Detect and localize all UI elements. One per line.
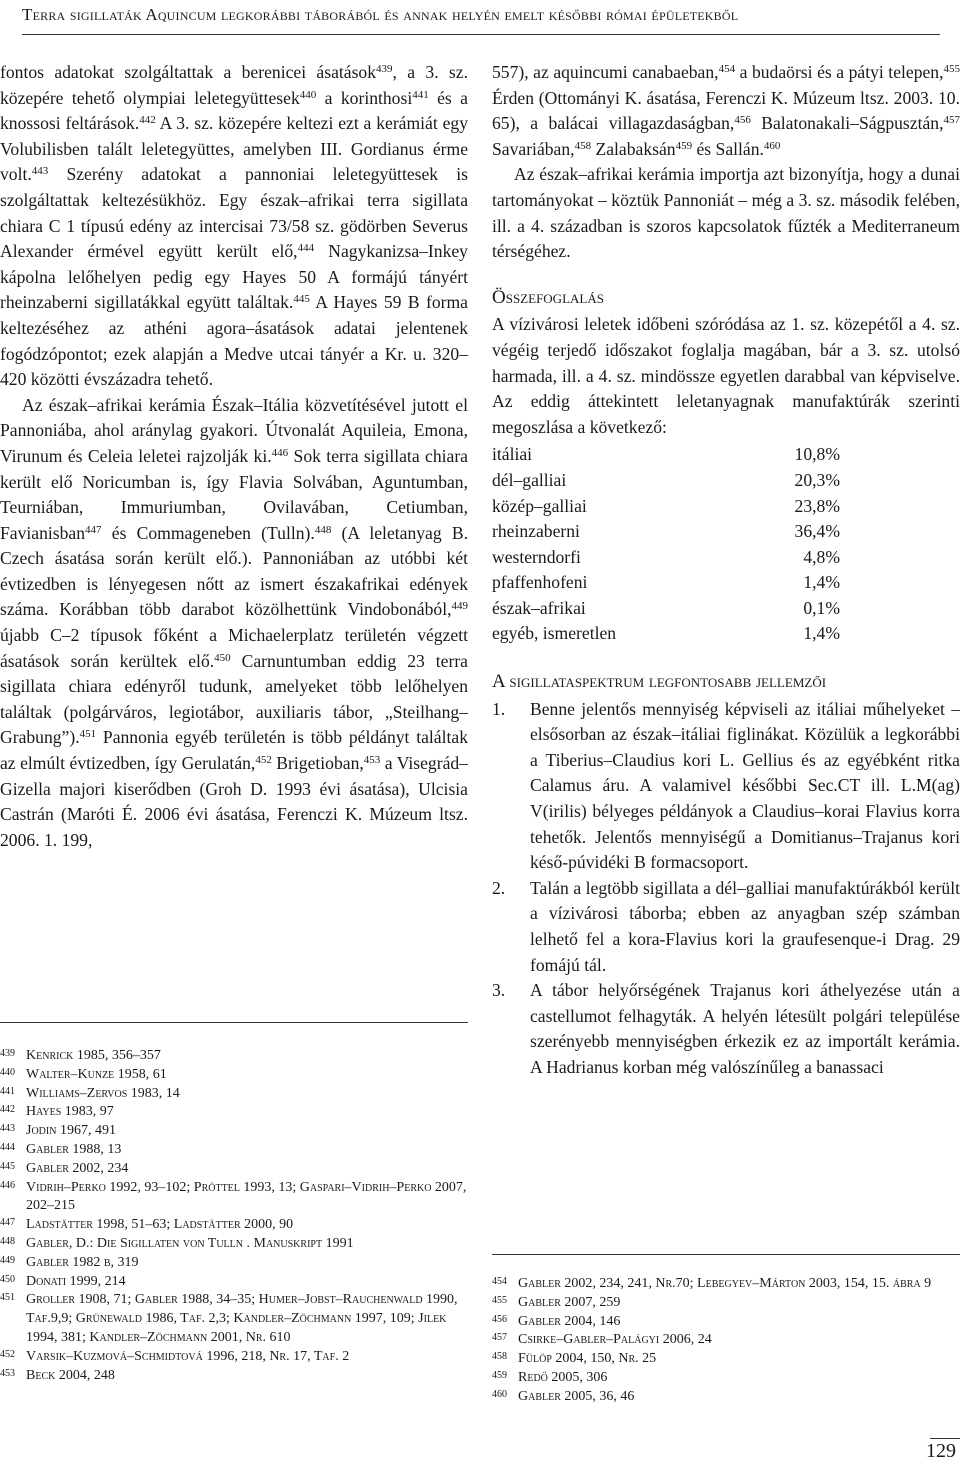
footnote-text: Beck 2004, 248 [26, 1367, 115, 1383]
footnote-text: Varsik–Kuzmová–Schmidtová 1996, 218, Nr. 17, Taf. 2 [26, 1348, 350, 1364]
share-label: dél–galliai [492, 469, 567, 490]
footnote-ref: 449 [451, 600, 468, 613]
footnote-number: 460 [492, 1388, 507, 1400]
share-row [492, 519, 960, 545]
footnote [0, 1047, 468, 1066]
footnote-ref: 455 [943, 63, 960, 75]
list-number: 3. [492, 980, 506, 1001]
footnote-text: Csirke–Gabler–Palágyi 2006, 24 [518, 1332, 712, 1348]
share-row [492, 570, 960, 596]
footnote [0, 1085, 468, 1104]
right-paragraph-3: A vízivárosi leletek időbeni szóródása az 1. sz. közepétől a 4. sz. végéig terjedő időszakot foglalja magában, bár a 3. sz. utolsó harmada, ill. a 4. sz. mindössze egyetlen darabbal van képviselve. Az eddig áttekintett leletanyagnak manufaktúrák szerinti megoszlása a következő: [492, 314, 960, 437]
footnotes-left [0, 1047, 468, 1385]
footnote-text: Williams–Zervos 1983, 14 [26, 1085, 180, 1101]
footnote [492, 1350, 960, 1369]
share-row [492, 468, 960, 494]
footnote [0, 1273, 468, 1292]
footnote-number: 441 [0, 1085, 15, 1097]
footnote-text: Jodin 1967, 491 [26, 1123, 116, 1139]
share-row [492, 621, 960, 647]
list-text: Benne jelentős mennyiség képviseli az itáliai műhelyeket – elsősorban az észak–itáliai figlinákat. Közülük a legkorábbi a Tiberius–Claudius kori L. Gellius és az egyébként ritka Calamus áru. A valamivel későbbi Sec.CT ill. L.M(ag) V(irilis) bélyeges példányok a Claudius–korai Flavius korra tehetők. Jelentős mennyiségű a Domitianus–Trajanus kori késő-púvidéki B formacsoport. [530, 698, 960, 873]
footnote-text: Gabler, D.: Die Sigillaten von Tulln . Manuskript 1991 [26, 1235, 354, 1251]
list-text: A tábor helyőrségének Trajanus kori áthelyezése után a castellumot felhagyták. A helyén létesült polgári települése szerényebb mennyiségben érkezik ez az importált kerámia. A Hadrianus korban még valószínűleg a banassaci [530, 980, 960, 1077]
footnote-ref: 459 [675, 139, 693, 152]
footnote-text: Gabler 2004, 146 [518, 1313, 621, 1329]
footnote [0, 1348, 468, 1367]
footnote-ref: 443 [31, 165, 49, 178]
footnote-ref: 441 [412, 88, 429, 101]
footnotes-right [492, 1275, 960, 1407]
footnote-text: Gabler 2002, 234, 241, Nr.70; Lebegyev–Márton 2003, 154, 15. ábra 9 [518, 1276, 932, 1291]
footnote [0, 1367, 468, 1386]
share-value: 23,8% [794, 495, 840, 516]
footnote-text: Hayes 1983, 97 [26, 1104, 114, 1120]
header-rule [22, 34, 940, 35]
footnote-ref: 452 [255, 754, 272, 767]
page-number-rule [930, 1438, 960, 1439]
footnote-text: Groller 1908, 71; Gabler 1988, 34–35; Humer–Jobst–Rauchenwald 1990, Taf.9,9; Grünewald 1986, Taf. 2,3; Kandler–Zöchmann 1997, 109; Jilek 1994, 381; Kandler–Zöchmann 2001, Nr. 610 [26, 1292, 458, 1345]
footnote-number: 459 [492, 1369, 507, 1381]
running-head: Terra sigillaták Aquincum legkorábbi táborából és annak helyén emelt későbbi római épületekből [22, 5, 739, 24]
manufactory-share-table [492, 442, 960, 647]
footnote-number: 449 [0, 1254, 15, 1266]
share-row [492, 442, 960, 468]
footnote-ref: 444 [297, 242, 315, 255]
footnote-rule-left [0, 1022, 468, 1023]
footnote [0, 1291, 468, 1347]
footnote [0, 1066, 468, 1085]
footnote-number: 442 [0, 1104, 15, 1116]
share-label: westerndorfi [492, 546, 581, 567]
share-value: 4,8% [803, 546, 840, 567]
characteristics-list [492, 697, 960, 1081]
footnote-number: 454 [492, 1276, 507, 1287]
footnote [0, 1235, 468, 1254]
list-item [492, 876, 960, 978]
footnote-ref: 439 [376, 63, 393, 75]
footnote [0, 1254, 468, 1273]
footnote-number: 439 [0, 1048, 15, 1059]
footnote [0, 1103, 468, 1122]
footnote-text: Gabler 2002, 234 [26, 1160, 129, 1176]
section-heading-spectrum: A sigillataspektrum legfontosabb jellemzői [492, 671, 827, 693]
footnote-number: 447 [0, 1217, 15, 1229]
list-number: 1. [492, 698, 506, 719]
footnote-ref: 445 [293, 293, 310, 306]
footnote [0, 1179, 468, 1217]
footnote-rule-right [492, 1254, 960, 1255]
left-column [0, 60, 468, 853]
left-paragraph-1: fontos adatokat szolgáltattak a berenicei ásatások$^{439}$, a 3. sz. közepére tehető olympiai leletegyüttesek$^{440}$ a korinthosi$^{441}$ és a knossosi feltárások.$^{442}$ A 3. sz. közepére keltezi ezt a kerámiát egy Volubilisben talált leletegyüttes, amelyben III. Gordianus érme volt.$^{443}$ Szerény adatokat a pannoniai leletegyüttesek is szolgáltattak keltezésükhöz. Egy észak–afrikai terra sigillata chiara C 1 típusú edény az intercisai 73/58 sz. gödörben Severus Alexander érmével együtt került elő,$^{444}$ Nagykanizsa–Inkey kápolna lelőhelyen pedig egy Hayes 50 A formájú tányért rheinzaberni sigillatákkal együtt találtak.$^{445}$ A Hayes 59 B forma keltezéséhez az athéni agora–ásatások adatai jelentenek fogódzópontot; ezek alapján a Medve utcai tányér a Kr. u. 320–420 közötti évszázadra tehető. [0, 62, 469, 390]
share-value: 1,4% [803, 623, 840, 644]
footnote-ref: 458 [574, 139, 592, 152]
footnote-ref: 453 [363, 754, 381, 767]
footnote [492, 1275, 960, 1294]
footnote-number: 457 [492, 1332, 507, 1344]
footnote-number: 446 [0, 1179, 15, 1191]
share-label: észak–afrikai [492, 597, 586, 618]
footnote-text: Fülöp 2004, 150, Nr. 25 [518, 1351, 657, 1367]
footnote-ref: 451 [79, 728, 97, 741]
footnote-number: 445 [0, 1160, 15, 1172]
share-label: közép–galliai [492, 495, 587, 516]
share-label: pfaffenhofeni [492, 572, 588, 593]
footnote-text: Gabler 2007, 259 [518, 1294, 621, 1310]
footnote-ref: 448 [314, 523, 332, 536]
footnote [0, 1141, 468, 1160]
footnote-text: Ladstätter 1998, 51–63; Ladstätter 2000, 90 [26, 1217, 294, 1233]
footnote-ref: 454 [718, 63, 736, 75]
share-label: itáliai [492, 444, 533, 465]
share-value: 36,4% [794, 521, 840, 542]
share-value: 1,4% [803, 572, 840, 593]
footnote-number: 443 [0, 1123, 15, 1135]
list-item [492, 697, 960, 876]
right-column [492, 60, 960, 1081]
footnote-ref: 442 [139, 114, 156, 127]
footnote [492, 1313, 960, 1332]
right-paragraph-1: 557), az aquincumi canabaeban,$^{454}$ a budaörsi és a pátyi telepen,$^{455}$ Érden (Ottományi K. ásatása, Ferenczi K. Múzeum ltsz. 2003. 10. 65), a balácai villagazdaságban,$^{456}$ Balatonakali–Ságpusztán,$^{457}$ Savariában,$^{458}$ Zalabaksán$^{459}$ és Sallán.$^{460}$ [492, 62, 960, 159]
footnote [492, 1294, 960, 1313]
share-label: rheinzaberni [492, 521, 580, 542]
footnote [492, 1331, 960, 1350]
share-row [492, 494, 960, 520]
footnote-text: Donati 1999, 214 [26, 1273, 126, 1289]
list-number: 2. [492, 877, 506, 898]
footnote-ref: 446 [271, 446, 289, 459]
footnote-text: Walter–Kunze 1958, 61 [26, 1066, 167, 1082]
footnote [492, 1388, 960, 1407]
share-label: egyéb, ismeretlen [492, 623, 617, 644]
footnote-text: Gabler 1988, 13 [26, 1141, 122, 1157]
footnote [0, 1122, 468, 1141]
footnote-number: 455 [492, 1294, 507, 1306]
footnote-number: 456 [492, 1313, 507, 1325]
footnote-ref: 440 [299, 88, 317, 101]
footnote-text: Vidrih–Perko 1992, 93–102; Pröttel 1993, 13; Gaspari–Vidrih–Perko 2007, 202–215 [26, 1179, 467, 1214]
footnote [492, 1369, 960, 1388]
share-value: 20,3% [794, 469, 840, 490]
footnote-number: 448 [0, 1235, 15, 1247]
footnote-text: Kenrick 1985, 356–357 [26, 1048, 161, 1063]
footnote-ref: 447 [85, 523, 102, 536]
footnote-text: Gabler 2005, 36, 46 [518, 1388, 635, 1404]
share-row [492, 596, 960, 622]
footnote [0, 1160, 468, 1179]
footnote-number: 452 [0, 1348, 15, 1360]
footnote-number: 444 [0, 1141, 15, 1153]
footnote-ref: 450 [214, 651, 231, 664]
page-number: 129 [926, 1440, 956, 1462]
footnote-ref: 457 [943, 114, 960, 127]
footnote-ref: 460 [763, 139, 781, 152]
list-text: Talán a legtöbb sigillata a dél–galliai manufaktúrákból került a vízivárosi táborba; ebben az anyagban szép számban lelhető fel a kora-Flavius kori la graufesenque-i Drag. 29 fomájú tál. [530, 877, 960, 975]
footnote-number: 451 [0, 1292, 15, 1304]
footnote-text: Redő 2005, 306 [518, 1369, 608, 1385]
share-row [492, 545, 960, 571]
section-heading-summary: Összefoglalás [492, 286, 604, 308]
footnote-number: 453 [0, 1367, 15, 1379]
footnote [0, 1216, 468, 1235]
left-paragraph-2: Az észak–afrikai kerámia Észak–Itália közvetítésével jutott el Pannoniába, ahol aránylag gyakori. Útvonalát Aquileia, Emona, Virunum és Celeia leletei rajzolják ki.$^{446}$ Sok terra sigillata chiara került elő Noricumban is, így Flavia Solvában, Aguntumban, Teurniában, Immuriumban, Ovilavában, Cetiumban, Favianisban$^{447}$ és Commageneben (Tulln).$^{448}$ (A leletanyag B. Czech ásatása során került elő.). Pannoniában az utóbbi két évtizedben is lényegesen nőtt az ismert északafrikai edények száma. Korábban több darabot közölhettünk Vindobonából,$^{449}$ újabb C–2 típusok főként a Michaelerplatz területén végzett ásatások során kerültek elő.$^{450}$ Carnuntumban eddig 23 terra sigillata chiara edényről tudunk, amelyeket több lelőhelyen találtak (polgárváros, legiotábor, auxiliaris tábor, „Steilhang–Grabung”).$^{451}$ Pannonia egyéb területén is több példányt találtak az elmúlt évtizedben, így Gerulatán,$^{452}$ Brigetioban,$^{453}$ a Visegrád–Gizella majori kiserődben (Groh D. 1993 évi ásatása), Ulcisia Castrán (Maróti É. 2006 évi ásatása, Ferenczi K. Múzeum ltsz. 2006. 1. 199, [0, 394, 469, 850]
share-value: 0,1% [803, 597, 840, 618]
right-paragraph-2: Az észak–afrikai kerámia importja azt bizonyítja, hogy a dunai tartományokat – köztük Pannoniát – még a 3. sz. második felében, ill. a 4. században is szoros kapcsolatok fűzték a Mediterraneum térségéhez. [492, 164, 960, 262]
footnote-text: Gabler 1982 b, 319 [26, 1254, 139, 1270]
footnote-number: 440 [0, 1066, 15, 1078]
footnote-number: 450 [0, 1273, 15, 1285]
share-value: 10,8% [794, 444, 840, 465]
footnote-number: 458 [492, 1351, 507, 1363]
footnote-ref: 456 [734, 114, 751, 127]
list-item [492, 978, 960, 1080]
